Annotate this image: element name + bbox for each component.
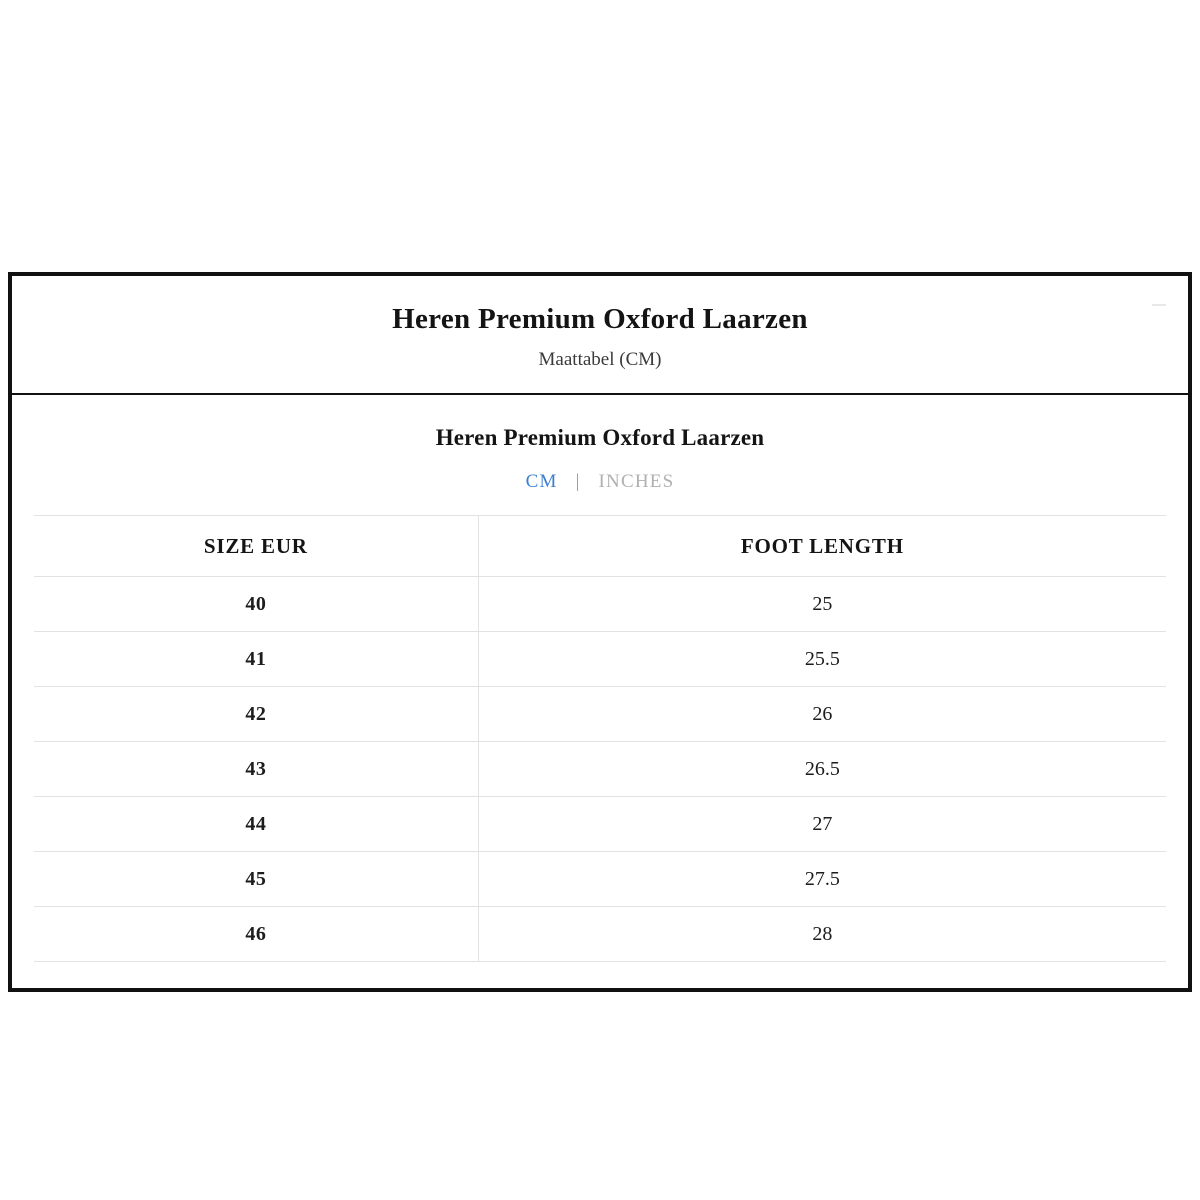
- corner-mark-icon: [1152, 304, 1166, 306]
- cell-foot-length: 26.5: [478, 741, 1166, 796]
- table-row: [34, 686, 1166, 741]
- table-caption: Heren Premium Oxford Laarzen: [435, 424, 765, 450]
- cell-foot-length: 27.5: [478, 851, 1166, 906]
- table-row: [34, 796, 1166, 851]
- cell-size: 43: [34, 741, 478, 796]
- cell-size: 46: [34, 906, 478, 961]
- chart-header: [12, 276, 1188, 395]
- table-row: [34, 576, 1166, 631]
- table-row: [34, 741, 1166, 796]
- page-title: Heren Premium Oxford Laarzen: [392, 303, 808, 335]
- size-table: [34, 515, 1166, 962]
- cell-foot-length: 28: [478, 906, 1166, 961]
- size-chart-card: [8, 272, 1192, 992]
- table-row: [34, 631, 1166, 686]
- cell-foot-length: 25.5: [478, 631, 1166, 686]
- size-table-head: [34, 515, 1166, 576]
- chart-body: [12, 395, 1188, 988]
- cell-foot-length: 26: [478, 686, 1166, 741]
- cell-size: 41: [34, 631, 478, 686]
- unit-option-inches[interactable]: INCHES: [598, 470, 675, 492]
- cell-foot-length: 27: [478, 796, 1166, 851]
- column-header-size-eur: SIZE EUR: [34, 515, 478, 576]
- unit-option-cm[interactable]: CM: [525, 470, 558, 492]
- table-header-row: [34, 515, 1166, 576]
- cell-size: 45: [34, 851, 478, 906]
- unit-toggle[interactable]: [34, 471, 1166, 493]
- cell-foot-length: 25: [478, 576, 1166, 631]
- cell-size: 44: [34, 796, 478, 851]
- table-row: [34, 906, 1166, 961]
- column-header-foot-length: FOOT LENGTH: [478, 515, 1166, 576]
- cell-size: 42: [34, 686, 478, 741]
- table-row: [34, 851, 1166, 906]
- cell-size: 40: [34, 576, 478, 631]
- size-table-body: [34, 576, 1166, 961]
- page-subtitle: Maattabel (CM): [538, 348, 662, 370]
- unit-separator: |: [575, 470, 581, 492]
